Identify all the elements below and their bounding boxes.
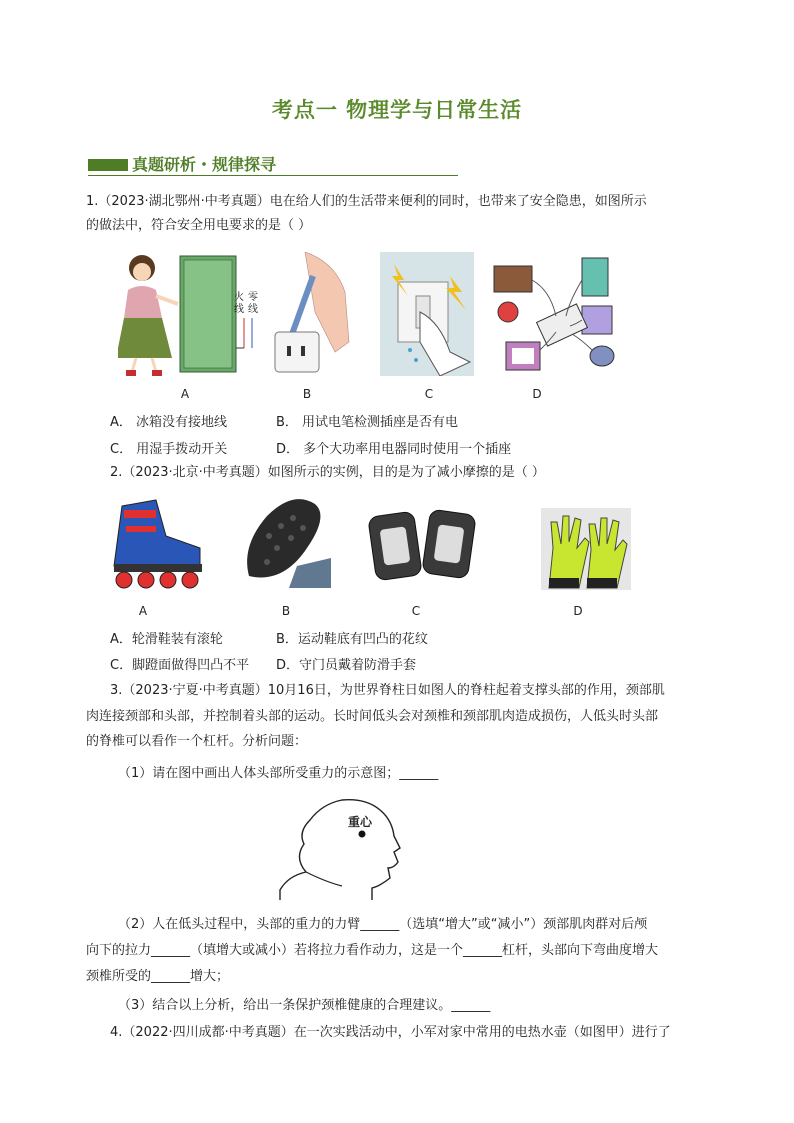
q2-figure-d: [541, 508, 631, 590]
q3-stem-line2: 肉连接颈部和头部，并控制着头部的运动。长时间低头会对颈椎和颈部肌肉造成损伤，人低头时头部: [86, 709, 659, 724]
page-title: 考点一 物理学与日常生活: [271, 98, 523, 122]
q1-caption-c: C: [424, 387, 434, 401]
q1-option-d: D． 多个大功率用电器同时使用一个插座: [276, 442, 512, 457]
q1-stem-line1: 1.（2023·湖北鄂州·中考真题）电在给人们的生活带来便利的同时，也带来了安全隐患，如图所示: [86, 194, 647, 209]
q1-option-b: B． 用试电笔检测插座是否有电: [276, 415, 459, 430]
q2-stem-line1: 2.（2023·北京·中考真题）如图所示的实例，目的是为了减小摩擦的是（ ）: [110, 465, 545, 480]
q2-option-d: D．守门员戴着防滑手套: [276, 658, 417, 673]
q3-sub2-line3: 颈椎所受的______增大；: [86, 969, 230, 984]
q2-figure-b: [237, 496, 333, 590]
q1-figure-b: [265, 252, 351, 376]
center-of-gravity-label: 重心: [348, 815, 373, 829]
q1-caption-d: D: [532, 387, 542, 401]
q3-sub3: （3）结合以上分析，给出一条保护颈椎健康的合理建议。______: [118, 998, 491, 1013]
test-pen-illustration: [265, 252, 351, 376]
q3-sub1: （1）请在图中画出人体头部所受重力的示意图；______: [118, 766, 439, 781]
q3-sub2-line1: （2）人在低头过程中，头部的重力的力臂______（选填“增大”或“减小”）颈部肌肉群对后颅: [118, 917, 648, 932]
section-marker: [88, 159, 128, 171]
q2-option-b: B．运动鞋底有凹凸的花纹: [276, 632, 428, 647]
goalkeeper-gloves-illustration: [541, 508, 631, 590]
q2-figure-a: [104, 496, 208, 590]
q2-option-c: C．脚蹬面做得凹凸不平: [110, 658, 250, 673]
q2-caption-c: C: [411, 604, 421, 618]
q1-figure-d: [490, 250, 624, 378]
q3-stem-line3: 的脊椎可以看作一个杠杆。分析问题：: [86, 734, 308, 749]
q2-figure-c: [368, 506, 478, 584]
section-underline: [88, 175, 458, 176]
q1-figure-a: [118, 248, 264, 380]
center-of-gravity-dot: [359, 831, 366, 838]
wire-label-fire: 火: [234, 292, 244, 303]
roller-skate-illustration: [104, 496, 208, 590]
q4-stem-line1: 4.（2022·四川成都·中考真题）在一次实践活动中，小军对家中常用的电热水壶（如图甲）进行了: [110, 1025, 671, 1040]
q2-caption-b: B: [281, 604, 291, 618]
q3-sub2-line2: 向下的拉力______（填增大或减小）若将拉力看作动力，这是一个______杠杆，头部向下弯曲度增大: [86, 943, 659, 958]
section-title: 真题研析・规律探寻: [132, 155, 277, 174]
q1-stem-line2: 的做法中，符合安全用电要求的是（ ）: [86, 218, 312, 233]
q3-figure-head: [276, 796, 412, 902]
head-outline-illustration: [276, 796, 412, 902]
wire-label-neutral: 零: [248, 292, 258, 303]
q1-option-a: A． 冰箱没有接地线: [110, 415, 228, 430]
q2-caption-a: A: [138, 604, 148, 618]
q1-option-c: C． 用湿手拨动开关: [110, 442, 228, 457]
q3-stem-line1: 3.（2023·宁夏·中考真题）10月16日，为世界脊柱日如图人的脊柱起着支撑头部的作用，颈部肌: [110, 683, 665, 698]
section-header: [88, 154, 458, 176]
sneaker-sole-illustration: [237, 496, 333, 590]
q1-caption-a: A: [180, 387, 190, 401]
wire-label-line-a: 线: [234, 304, 244, 315]
q1-figure-c: [380, 252, 474, 376]
bike-pedals-illustration: [368, 506, 478, 584]
q2-caption-d: D: [573, 604, 583, 618]
wet-hand-switch-illustration: [380, 252, 474, 376]
q2-option-a: A．轮滑鞋装有滚轮: [110, 632, 223, 647]
q1-caption-b: B: [302, 387, 312, 401]
overloaded-outlet-illustration: [490, 250, 624, 378]
wire-label-line-b: 线: [248, 304, 258, 315]
